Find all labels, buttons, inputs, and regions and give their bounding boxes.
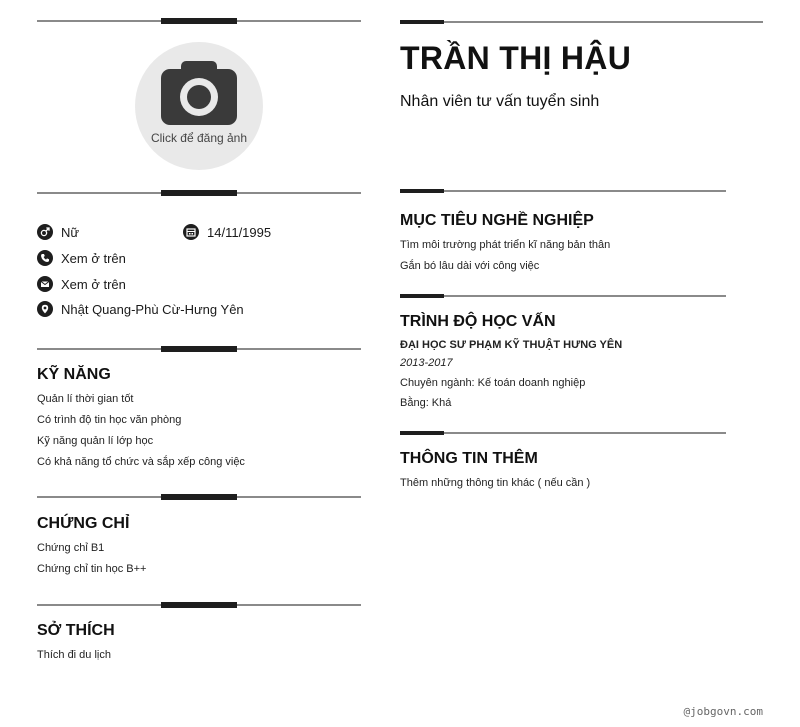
skill-item: Có khả năng tổ chức và sắp xếp công việc	[37, 456, 245, 468]
photo-upload[interactable]	[135, 42, 263, 170]
camera-icon	[159, 59, 239, 125]
phone-row	[37, 250, 126, 266]
hobbies-title: SỞ THÍCH	[37, 622, 115, 639]
education-title: TRÌNH ĐỘ HỌC VẤN	[400, 313, 556, 330]
objective-item: Tìm môi trường phát triển kĩ năng bản thân	[400, 239, 611, 251]
skill-item: Có trình độ tin học văn phòng	[37, 414, 182, 426]
phone-value: Xem ở trên	[61, 250, 126, 266]
divider	[400, 429, 726, 437]
divider	[37, 492, 361, 502]
divider	[37, 188, 361, 198]
education-years: 2013-2017	[400, 357, 453, 369]
additional-title: THÔNG TIN THÊM	[400, 450, 538, 467]
calendar-icon	[183, 224, 199, 240]
candidate-role: Nhân viên tư vấn tuyển sinh	[400, 93, 600, 110]
education-major: Chuyên ngành: Kế toán doanh nghiệp	[400, 377, 586, 389]
gender-value: Nữ	[61, 224, 80, 240]
email-value: Xem ở trên	[61, 276, 126, 292]
candidate-name: TRẦN THỊ HẬU	[400, 40, 632, 76]
birthday-row	[183, 224, 271, 240]
certificate-item: Chứng chỉ tin học B++	[37, 563, 147, 575]
email-row	[37, 276, 126, 292]
address-value: Nhật Quang-Phù Cừ-Hưng Yên	[61, 301, 244, 317]
certificate-item: Chứng chỉ B1	[37, 542, 105, 554]
objective-title: MỤC TIÊU NGHỀ NGHIỆP	[400, 212, 594, 229]
divider	[37, 344, 361, 354]
address-row	[37, 301, 244, 317]
skill-item: Kỹ năng quản lí lớp học	[37, 435, 154, 447]
education-degree: Bằng: Khá	[400, 397, 452, 409]
watermark: @jobgovn.com	[683, 705, 763, 718]
divider	[37, 600, 361, 610]
objective-item: Gắn bó lâu dài với công việc	[400, 260, 540, 272]
divider	[37, 16, 361, 26]
photo-upload-label: Click để đăng ảnh	[150, 131, 248, 145]
skills-title: KỸ NĂNG	[37, 366, 111, 383]
education-school: ĐẠI HỌC SƯ PHẠM KỸ THUẬT HƯNG YÊN	[400, 339, 623, 351]
phone-icon	[37, 250, 53, 266]
divider	[400, 18, 763, 26]
additional-item: Thêm những thông tin khác ( nếu cần )	[400, 477, 591, 489]
gender-row	[37, 224, 79, 240]
divider	[400, 292, 726, 300]
gender-icon	[37, 224, 53, 240]
divider	[400, 187, 726, 195]
skill-item: Quản lí thời gian tốt	[37, 393, 134, 405]
certificates-title: CHỨNG CHỈ	[37, 515, 130, 532]
hobby-item: Thích đi du lịch	[37, 649, 111, 661]
email-icon	[37, 276, 53, 292]
birthday-value: 14/11/1995	[207, 224, 272, 240]
location-pin-icon	[37, 301, 53, 317]
